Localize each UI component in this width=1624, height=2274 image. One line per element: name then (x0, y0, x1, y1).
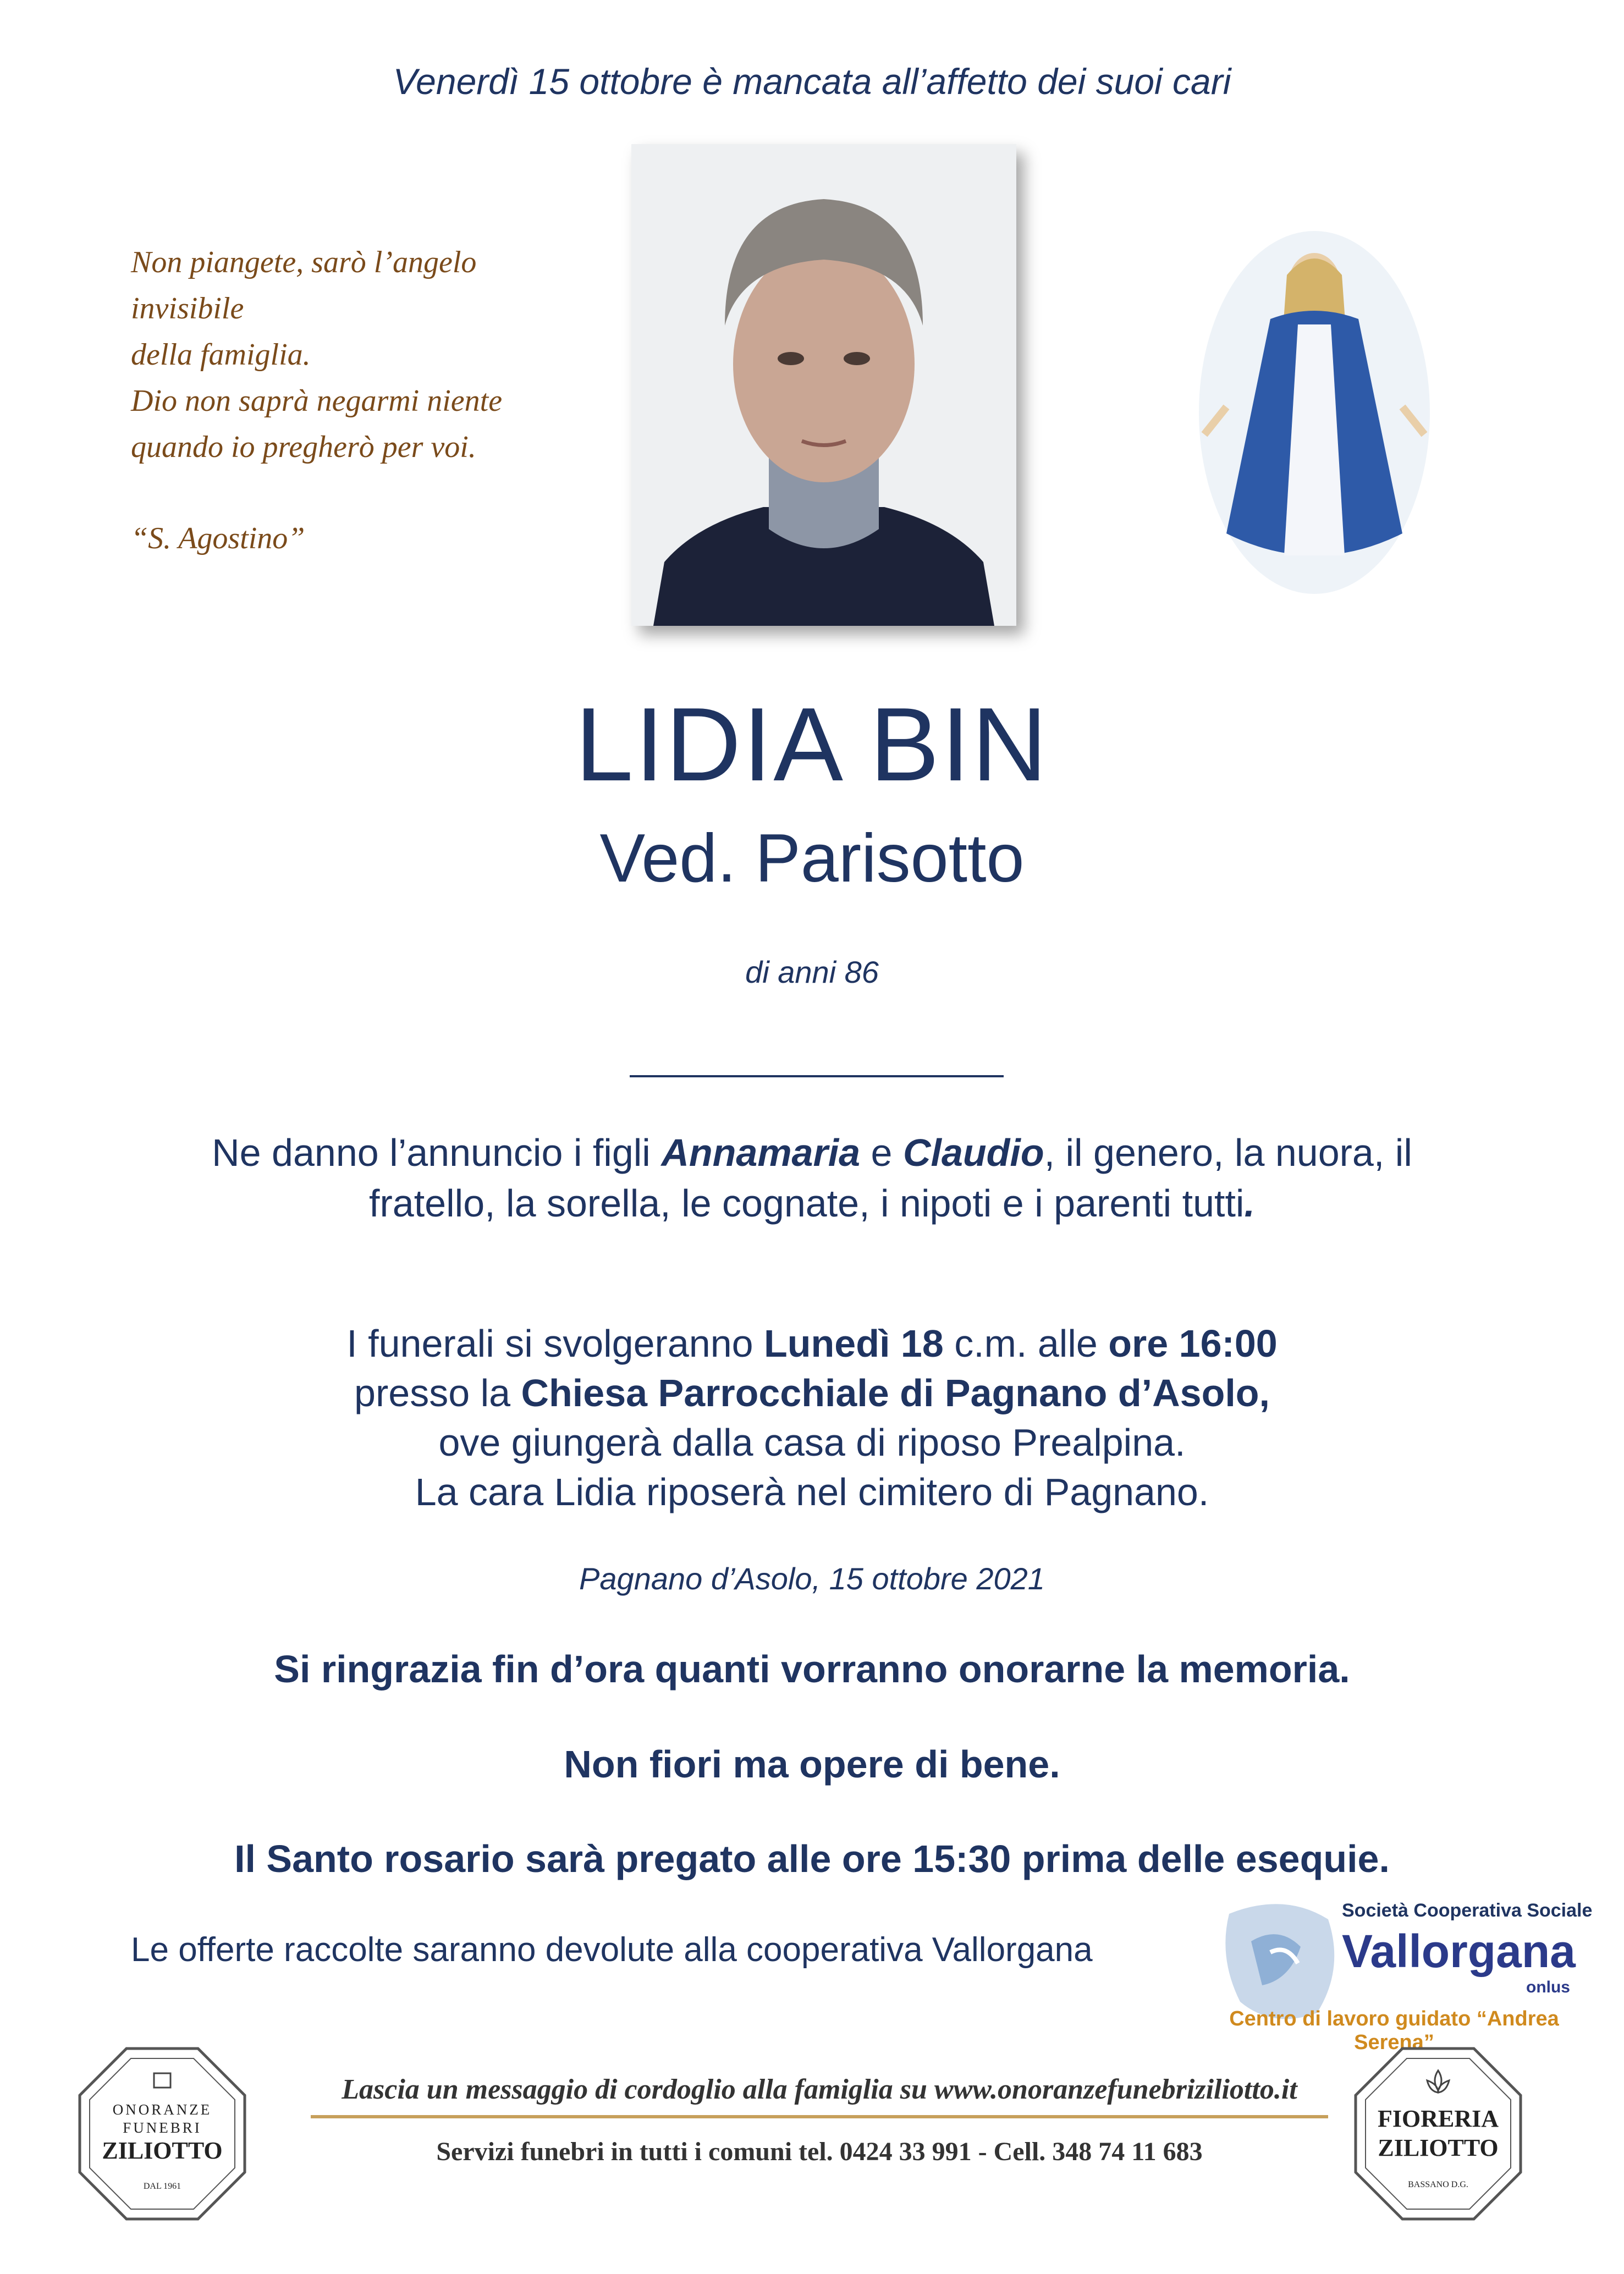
funeral-time: ore 16:00 (1108, 1322, 1278, 1365)
quote-line: Non piangete, sarò l’angelo invisibile (131, 245, 477, 326)
announcement-text: , il genero, la nuora, il (1044, 1131, 1412, 1174)
portrait-photo (631, 144, 1016, 626)
badge-left-line1: ONORANZE (112, 2101, 212, 2118)
child-name: Claudio (902, 1131, 1044, 1174)
announcement (0, 1127, 1624, 1229)
funeral-text: presso la (354, 1372, 521, 1414)
ziliotto-funeral-badge (74, 2043, 250, 2225)
child-name: Annamaria (661, 1131, 861, 1174)
announcement-text: Ne danno l’annuncio i figli (212, 1131, 662, 1174)
quote-line: Dio non saprà negarmi niente (131, 384, 503, 418)
quote-line: della famiglia. (131, 338, 311, 372)
funeral-church: Chiesa Parrocchiale di Pagnano d’Asolo, (521, 1372, 1270, 1414)
vallorgana-center: Centro di lavoro guidato “Andrea Serena” (1229, 2007, 1559, 2054)
thanks-text: Si ringrazia fin d’ora quanti vorranno onorarne la memoria. (274, 1648, 1350, 1691)
intro-text: Venerdì 15 ottobre è mancata all’affetto dei suoi cari (393, 61, 1231, 102)
footer-message: Lascia un messaggio di cordoglio alla famiglia su www.onoranzefunebriziliotto.it (342, 2074, 1297, 2105)
footer-rule (311, 2115, 1328, 2118)
badge-left-line3: ZILIOTTO (102, 2137, 223, 2164)
quote-line: quando io pregherò per voi. (131, 430, 476, 464)
deceased-age: di anni 86 (745, 955, 879, 989)
funeral-text: c.m. alle (943, 1322, 1109, 1365)
announcement-end: . (1244, 1182, 1255, 1225)
quote-block (131, 239, 571, 561)
vallorgana-onlus: onlus (1526, 1978, 1570, 1996)
offers-text: Le offerte raccolte saranno devolute alla cooperativa Vallorgana (131, 1931, 1093, 1969)
rosary-text: Il Santo rosario sarà pregato alle ore 15:30 prima delle esequie. (234, 1837, 1390, 1880)
deceased-subname: Ved. Parisotto (599, 821, 1025, 896)
funeral-day: Lunedì 18 (764, 1322, 944, 1365)
funeral-text: I funerali si svolgeranno (346, 1322, 764, 1365)
badge-left-line2: FUNEBRI (123, 2119, 202, 2136)
no-flowers-text: Non fiori ma opere di bene. (564, 1743, 1060, 1786)
badge-right-line1: FIORERIA (1377, 2105, 1499, 2132)
funeral-line (0, 1368, 1624, 1418)
place-date: Pagnano d’Asolo, 15 ottobre 2021 (579, 1561, 1045, 1596)
badge-right-line3: BASSANO D.G. (1408, 2180, 1468, 2189)
footer-services: Servizi funebri in tutti i comuni tel. 0424 33 991 - Cell. 348 74 11 683 (436, 2137, 1203, 2166)
deceased-name: LIDIA BIN (575, 686, 1049, 803)
vallorgana-name: Vallorgana (1342, 1925, 1576, 1977)
madonna-image (1193, 225, 1435, 599)
badge-left-line4: DAL 1961 (143, 2182, 181, 2191)
funeral-line: ove giungerà dalla casa di riposo Prealpina. (438, 1421, 1186, 1464)
funeral-line (0, 1319, 1624, 1368)
funeral-line: La cara Lidia riposerà nel cimitero di Pagnano. (415, 1471, 1209, 1513)
quote-author: “S. Agostino” (131, 521, 305, 555)
ziliotto-florist-badge (1350, 2043, 1526, 2225)
vallorgana-subtitle: Società Cooperativa Sociale (1342, 1900, 1593, 1921)
badge-right-line2: ZILIOTTO (1378, 2134, 1499, 2161)
announcement-text: fratello, la sorella, le cognate, i nipoti e i parenti tutti (369, 1182, 1245, 1225)
announcement-text: e (860, 1131, 903, 1174)
funeral-details (0, 1319, 1624, 1517)
divider (630, 1075, 1004, 1077)
